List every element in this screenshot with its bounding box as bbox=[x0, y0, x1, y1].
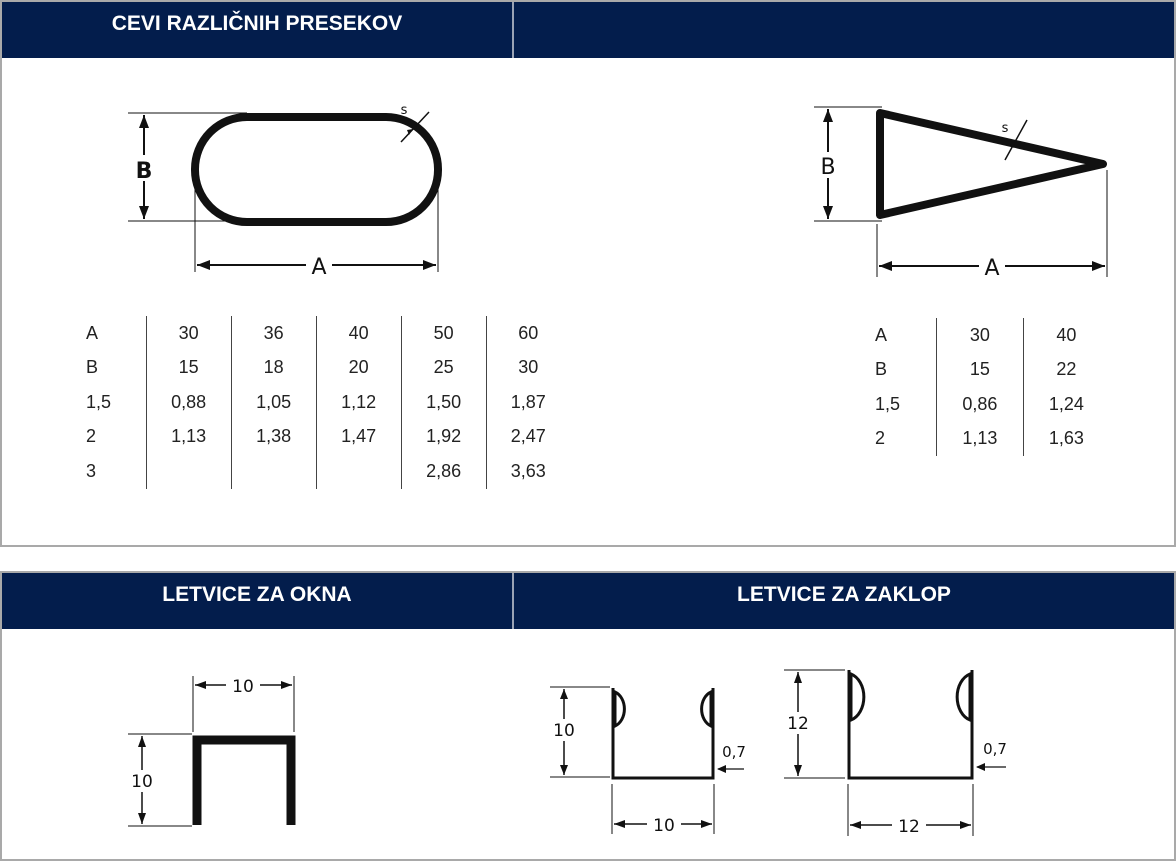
oval-table-cell: 20 bbox=[316, 351, 401, 386]
oval-table-cell: 3,63 bbox=[486, 454, 570, 489]
oval-table-cell bbox=[231, 454, 316, 489]
oval-label-s: s bbox=[400, 103, 408, 118]
oval-label-b: B bbox=[135, 159, 153, 184]
oval-table-cell: 30 bbox=[486, 351, 570, 386]
oval-table-cell: 36 bbox=[231, 316, 316, 351]
oval-table-row bbox=[86, 316, 570, 351]
oval-table-cell: 1,87 bbox=[486, 385, 570, 420]
triangle-table-cell: 30 bbox=[937, 318, 1024, 353]
oval-table-cell: 1,05 bbox=[231, 385, 316, 420]
triangle-table-cell: 40 bbox=[1023, 318, 1109, 353]
triangle-label-a: A bbox=[984, 256, 1000, 281]
oval-table-cell: 1,13 bbox=[146, 420, 231, 455]
oval-table-row-label: B bbox=[86, 357, 99, 378]
triangle-table-row bbox=[875, 353, 1109, 388]
flap-large-width: 12 bbox=[898, 817, 920, 837]
oval-table-cell: 25 bbox=[401, 351, 486, 386]
window-strip-width: 10 bbox=[232, 677, 254, 697]
flap-small-height: 10 bbox=[553, 721, 575, 741]
oval-label-a: A bbox=[311, 255, 327, 280]
flap-large-height: 12 bbox=[787, 714, 809, 734]
header-flap-strips: LETVICE ZA ZAKLOP bbox=[514, 573, 1174, 629]
window-strip-drawing bbox=[112, 663, 332, 843]
oval-table-cell bbox=[316, 454, 401, 489]
oval-table-row-label: 1,5 bbox=[86, 391, 112, 412]
oval-table-row bbox=[86, 454, 570, 489]
flap-strip-large-drawing bbox=[777, 663, 1017, 843]
oval-table-row-label: A bbox=[86, 322, 99, 343]
triangle-table-cell: 1,13 bbox=[937, 422, 1024, 457]
triangle-table-row bbox=[875, 318, 1109, 353]
oval-table-cell: 2,86 bbox=[401, 454, 486, 489]
window-strip-height: 10 bbox=[131, 772, 153, 792]
triangle-table-row-label: 1,5 bbox=[875, 393, 901, 414]
triangle-table-cell: 1,63 bbox=[1023, 422, 1109, 457]
flap-small-width: 10 bbox=[653, 816, 675, 836]
flap-strip-small-drawing bbox=[542, 673, 762, 843]
oval-table-cell: 50 bbox=[401, 316, 486, 351]
triangle-table-cell: 15 bbox=[937, 353, 1024, 388]
triangle-table-row-label: B bbox=[875, 359, 888, 380]
oval-table-cell: 0,88 bbox=[146, 385, 231, 420]
oval-tube-table bbox=[86, 316, 570, 489]
flap-large-thickness: 0,7 bbox=[983, 740, 1007, 758]
oval-table-cell: 2,47 bbox=[486, 420, 570, 455]
triangle-table-cell: 0,86 bbox=[937, 387, 1024, 422]
oval-table-row-label: 3 bbox=[86, 460, 97, 481]
oval-table-cell: 30 bbox=[146, 316, 231, 351]
oval-table-cell bbox=[146, 454, 231, 489]
oval-tube-drawing bbox=[2, 2, 562, 292]
oval-table-cell: 1,50 bbox=[401, 385, 486, 420]
oval-table-cell: 60 bbox=[486, 316, 570, 351]
triangle-tube-drawing bbox=[782, 92, 1142, 292]
oval-table-cell: 40 bbox=[316, 316, 401, 351]
triangle-table-row-label: 2 bbox=[875, 428, 886, 449]
triangle-label-b: B bbox=[820, 155, 836, 180]
header-empty bbox=[514, 2, 1174, 58]
oval-table-cell: 18 bbox=[231, 351, 316, 386]
triangle-table-cell: 22 bbox=[1023, 353, 1109, 388]
header-tube-profiles: CEVI RAZLIČNIH PRESEKOV bbox=[2, 2, 512, 58]
oval-table-cell: 1,12 bbox=[316, 385, 401, 420]
header-window-strips: LETVICE ZA OKNA bbox=[2, 573, 512, 629]
oval-table-row bbox=[86, 351, 570, 386]
oval-table-row bbox=[86, 385, 570, 420]
oval-table-cell: 1,92 bbox=[401, 420, 486, 455]
oval-table-cell: 1,38 bbox=[231, 420, 316, 455]
panel-strips bbox=[0, 571, 1176, 861]
triangle-table-row bbox=[875, 422, 1109, 457]
triangle-table-row bbox=[875, 387, 1109, 422]
oval-table-cell: 1,47 bbox=[316, 420, 401, 455]
triangle-table-cell: 1,24 bbox=[1023, 387, 1109, 422]
flap-small-thickness: 0,7 bbox=[722, 743, 746, 761]
oval-table-row bbox=[86, 420, 570, 455]
triangle-label-s: s bbox=[1001, 121, 1009, 136]
triangle-table-row-label: A bbox=[875, 324, 888, 345]
oval-table-row-label: 2 bbox=[86, 426, 97, 447]
triangle-tube-table bbox=[875, 318, 1109, 456]
oval-table-cell: 15 bbox=[146, 351, 231, 386]
